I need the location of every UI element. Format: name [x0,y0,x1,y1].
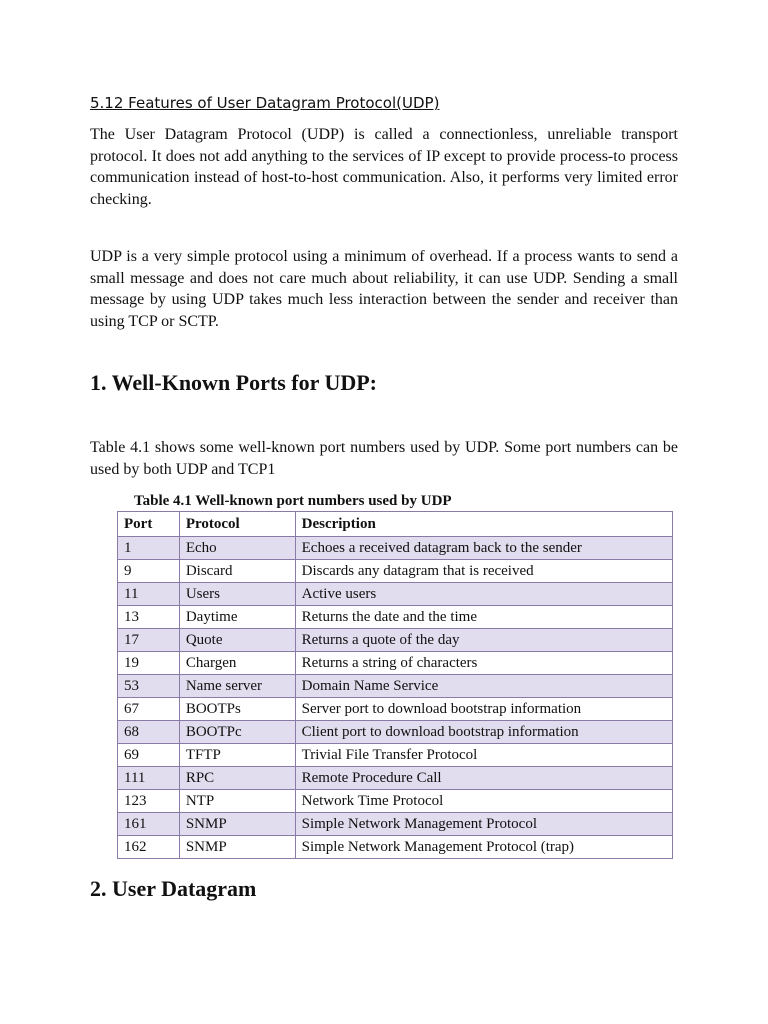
cell-port: 17 [118,629,180,652]
cell-protocol: Quote [179,629,295,652]
cell-protocol: RPC [179,767,295,790]
cell-protocol: Users [179,583,295,606]
table-body [118,537,673,859]
cell-protocol: Echo [179,537,295,560]
cell-description: Client port to download bootstrap information [295,721,672,744]
cell-description: Echoes a received datagram back to the sender [295,537,672,560]
table-caption: Table 4.1 Well-known port numbers used by UDP [134,493,452,509]
cell-protocol: NTP [179,790,295,813]
cell-protocol: Daytime [179,606,295,629]
cell-port: 111 [118,767,180,790]
table-row [118,721,673,744]
cell-description: Domain Name Service [295,675,672,698]
cell-protocol: Name server [179,675,295,698]
section-title: 5.12 Features of User Datagram Protocol(UDP) [90,94,440,112]
table-row [118,767,673,790]
cell-description: Simple Network Management Protocol [295,813,672,836]
table-row [118,560,673,583]
cell-port: 123 [118,790,180,813]
cell-description: Returns a string of characters [295,652,672,675]
cell-port: 1 [118,537,180,560]
cell-port: 162 [118,836,180,859]
cell-description: Active users [295,583,672,606]
table-row [118,744,673,767]
table-row [118,606,673,629]
header-description: Description [295,512,672,537]
table-row [118,836,673,859]
table-row [118,813,673,836]
cell-protocol: SNMP [179,813,295,836]
table-row [118,698,673,721]
cell-port: 67 [118,698,180,721]
cell-port: 13 [118,606,180,629]
cell-port: 161 [118,813,180,836]
simple-protocol-paragraph: UDP is a very simple protocol using a minimum of overhead. If a process wants to send a small message and does not care much about reliability, it can use UDP. Sending a small message by using UDP takes much less interaction between the sender and receiver than using TCP or SCTP. [90,248,678,330]
table-row [118,583,673,606]
table-row [118,629,673,652]
cell-protocol: BOOTPs [179,698,295,721]
port-table-container [117,492,673,859]
header-protocol: Protocol [179,512,295,537]
cell-description: Trivial File Transfer Protocol [295,744,672,767]
cell-protocol: TFTP [179,744,295,767]
table-row [118,537,673,560]
cell-port: 11 [118,583,180,606]
cell-port: 68 [118,721,180,744]
well-known-ports-heading: 1. Well-Known Ports for UDP: [90,370,377,395]
cell-port: 9 [118,560,180,583]
table-row [118,652,673,675]
table-intro-paragraph: Table 4.1 shows some well-known port numbers used by UDP. Some port numbers can be used by both UDP and TCP1 [90,439,678,478]
cell-protocol: BOOTPc [179,721,295,744]
table-row [118,790,673,813]
cell-port: 53 [118,675,180,698]
user-datagram-heading: 2. User Datagram [90,876,257,901]
cell-protocol: SNMP [179,836,295,859]
header-port: Port [118,512,180,537]
port-numbers-table [117,511,673,859]
cell-description: Remote Procedure Call [295,767,672,790]
table-header-row [118,512,673,537]
cell-description: Discards any datagram that is received [295,560,672,583]
cell-description: Simple Network Management Protocol (trap) [295,836,672,859]
cell-port: 69 [118,744,180,767]
cell-protocol: Chargen [179,652,295,675]
cell-port: 19 [118,652,180,675]
cell-description: Returns the date and the time [295,606,672,629]
cell-description: Returns a quote of the day [295,629,672,652]
cell-protocol: Discard [179,560,295,583]
cell-description: Server port to download bootstrap information [295,698,672,721]
intro-paragraph: The User Datagram Protocol (UDP) is called a connectionless, unreliable transport protocol. It does not add anything to the services of IP except to provide process-to process communication instead of host-to-host communication. Also, it performs very limited error checking. [90,126,678,208]
cell-description: Network Time Protocol [295,790,672,813]
table-row [118,675,673,698]
